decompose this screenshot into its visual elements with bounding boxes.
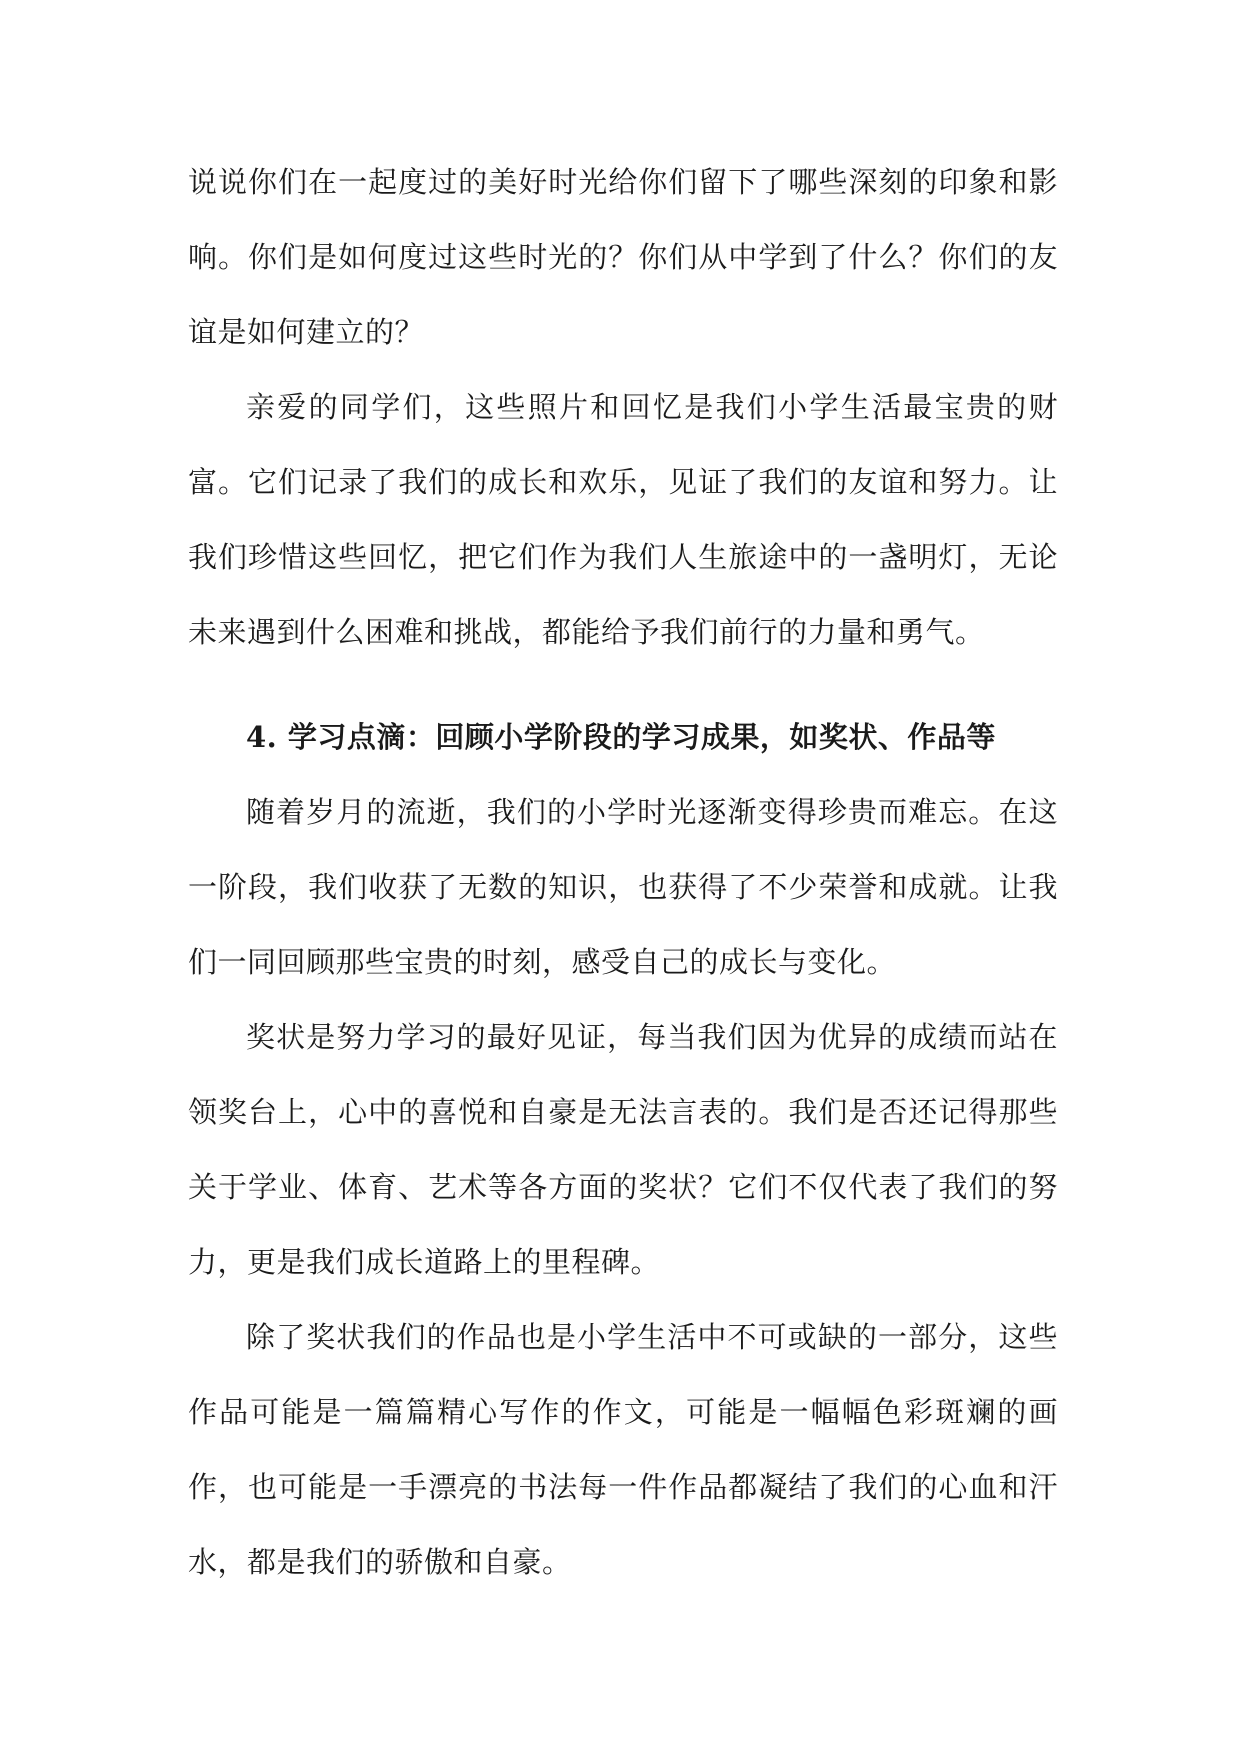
paragraph-learning-time: 随着岁月的流逝，我们的小学时光逐渐变得珍贵而难忘。在这一阶段，我们收获了无数的知识，也获得了不少荣誉和成就。让我们一同回顾那些宝贵的时刻，感受自己的成长与变化。 (188, 795, 1058, 979)
paragraph-memories-treasure: 亲爱的同学们，这些照片和回忆是我们小学生活最宝贵的财富。它们记录了我们的成长和欢乐，见证了我们的友谊和努力。让我们珍惜这些回忆，把它们作为我们人生旅途中的一盏明灯，无论未来遇到什么困难和挑战，都能给予我们前行的力量和勇气。 (188, 390, 1058, 649)
section-heading: 4. 学习点滴：回顾小学阶段的学习成果，如奖状、作品等 (246, 720, 996, 754)
section-spacer (188, 670, 1058, 700)
paragraph-certificates: 奖状是努力学习的最好见证，每当我们因为优异的成绩而站在领奖台上，心中的喜悦和自豪是无法言表的。我们是否还记得那些关于学业、体育、艺术等各方面的奖状？它们不仅代表了我们的努力，更是我们成长道路上的里程碑。 (188, 1020, 1058, 1279)
paragraph-continued: 说说你们在一起度过的美好时光给你们留下了哪些深刻的印象和影响。你们是如何度过这些时光的？你们从中学到了什么？你们的友谊是如何建立的？ (188, 165, 1058, 349)
document-body (188, 145, 1058, 1600)
paragraph-works: 除了奖状我们的作品也是小学生活中不可或缺的一部分，这些作品可能是一篇篇精心写作的作文，可能是一幅幅色彩斑斓的画作，也可能是一手漂亮的书法每一件作品都凝结了我们的心血和汗水，都是我们的骄傲和自豪。 (188, 1320, 1058, 1579)
